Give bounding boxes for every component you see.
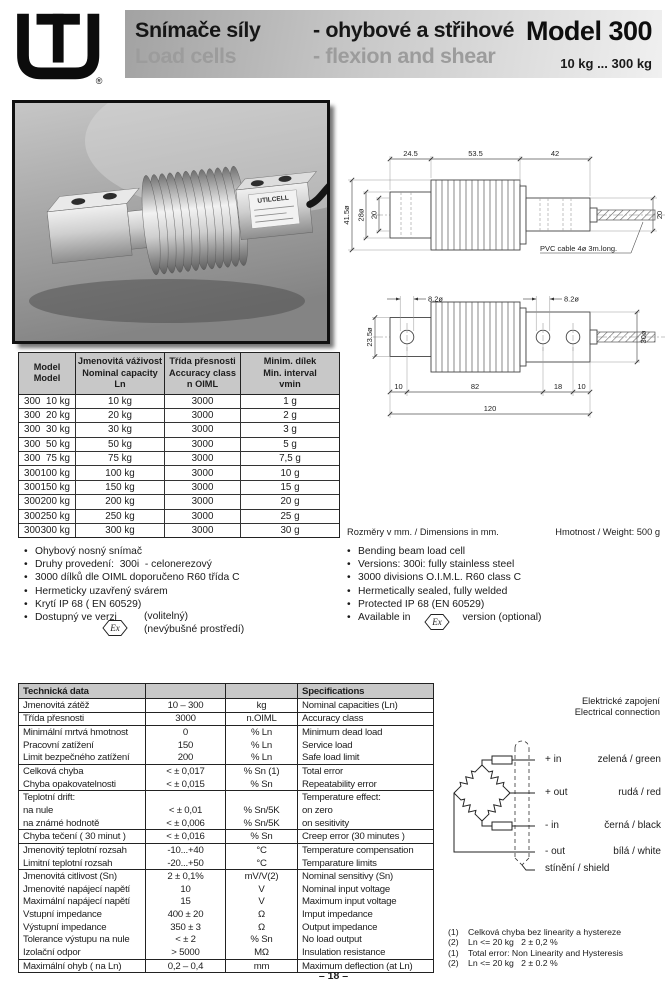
table-row — [19, 752, 433, 766]
spec-label-czech: Jmenovitý teplotní rozsah — [19, 844, 146, 857]
spec-value: < ± 0,01 — [146, 804, 226, 817]
capacity-table-header — [19, 353, 339, 395]
table-row — [19, 791, 433, 804]
spec-label-english: Output impedance — [302, 921, 378, 933]
table-row — [19, 437, 339, 451]
title-en-part1: Load cells — [135, 44, 237, 68]
dim-hole-left: 8.2ø — [428, 294, 444, 304]
spec-value: -20...+50 — [146, 857, 226, 870]
spec-label-czech: Vstupní impedance — [19, 908, 146, 921]
ex-version-line-en: • Available in Ex version (optional) — [345, 611, 657, 645]
cell-model: 300 50 kg — [19, 438, 76, 451]
svg-text:Ex: Ex — [110, 623, 120, 634]
spec-unit: % Sn (1) — [226, 765, 298, 778]
spec-value: < ± 0,017 — [146, 765, 226, 778]
spec-unit: °C — [226, 857, 298, 870]
cell-model: 300 150 kg — [19, 481, 76, 494]
spec-label-czech: Minimální mrtvá hmotnost — [19, 726, 146, 739]
spec-value: 400 ± 20 — [146, 908, 226, 921]
table-row — [19, 408, 339, 422]
table-row — [19, 713, 433, 727]
list-item: • 3000 dílků dle OIML doporučeno R60 třída C — [22, 571, 334, 584]
spec-label-czech: Jmenovitá citlivost (Sn) — [19, 870, 146, 883]
cell-interval: 30 g — [280, 525, 300, 537]
footnote-row: (1) Total error: Non Linearity and Hysteresis — [448, 947, 623, 958]
atex-ex-icon — [102, 619, 128, 641]
spec-label-english: Maximum deflection (at Ln) — [302, 960, 413, 972]
spec-value: 3000 — [146, 713, 226, 726]
cell-capacity: 10 kg — [76, 395, 165, 408]
pvc-cable-label: PVC cable 4ø 3m.long. — [540, 244, 618, 253]
cell-model: 300 250 kg — [19, 510, 76, 523]
wire-terminal: + out — [545, 787, 568, 798]
spec-header-czech: Technická data — [19, 684, 146, 698]
spec-value: 10 – 300 — [146, 699, 226, 712]
spec-label-czech: Limitní teplotní rozsah — [19, 857, 146, 870]
ex-notes: (volitelný) (nevýbušné prostředí) — [144, 611, 245, 635]
title-en-part2: - flexion and shear — [313, 44, 496, 68]
list-item: • Bending beam load cell — [345, 545, 657, 558]
header-accuracy-class: Třída přesnosti Accuracy class n OIML — [165, 353, 241, 394]
spec-unit: % Sn/5K — [226, 817, 298, 830]
dim-24-5: 24.5 — [403, 149, 418, 158]
svg-text:Ex: Ex — [432, 617, 443, 628]
features-czech — [22, 545, 334, 645]
spec-value — [146, 791, 226, 804]
spec-value: 350 ± 3 — [146, 921, 226, 934]
spec-unit: Ω — [226, 921, 298, 934]
spec-label-english: Imput impedance — [302, 909, 373, 921]
spec-unit: °C — [226, 844, 298, 857]
title-cs-part2: - ohybové a střihové — [313, 18, 515, 42]
cell-interval: 3 g — [283, 424, 297, 436]
spec-label-czech: Tolerance výstupu na nule — [19, 934, 146, 947]
wheatstone-bridge-diagram — [435, 690, 667, 920]
spec-unit: % Ln — [226, 752, 298, 765]
list-item: • Versions: 300i: fully stainless steel — [345, 558, 657, 571]
cell-capacity: 150 kg — [76, 481, 165, 494]
capacity-table — [18, 352, 340, 538]
ex-version-line-cs: • Dostupný ve verzi Ex (volitelný) (nevýbušné prostředí) — [22, 611, 334, 645]
spec-table-body — [19, 699, 433, 972]
cell-interval: 1 g — [283, 395, 297, 407]
features-english-list — [345, 545, 657, 611]
spec-label-czech: Limit bezpečného zatížení — [19, 752, 146, 765]
side-view — [342, 149, 665, 253]
wire-terminal: + in — [545, 754, 562, 765]
wire-color: černá / black — [604, 820, 661, 831]
cell-model: 300 100 kg — [19, 466, 76, 479]
capacity-range: 10 kg ... 300 kg — [560, 56, 652, 71]
cell-class: 3000 — [165, 466, 241, 479]
table-row — [19, 699, 433, 713]
table-row — [19, 817, 433, 831]
dim-42: 42 — [550, 149, 560, 158]
table-row — [19, 908, 433, 921]
spec-unit: n.OIML — [226, 713, 298, 726]
cell-interval: 20 g — [280, 496, 300, 508]
table-row — [19, 870, 433, 883]
table-row — [19, 765, 433, 778]
top-view — [365, 295, 665, 419]
list-item: • 3000 divisions O.I.M.L. R60 class C — [345, 571, 657, 584]
cell-capacity: 30 kg — [76, 423, 165, 436]
dim-20-left: 20 — [369, 210, 379, 220]
table-row — [19, 422, 339, 436]
capacity-table-body — [19, 395, 339, 538]
cell-interval: 15 g — [280, 482, 300, 494]
cell-model: 300 20 kg — [19, 409, 76, 422]
cell-capacity: 300 kg — [76, 524, 165, 537]
spec-header-english: Specifications — [302, 685, 365, 697]
spec-label-english: Service load — [302, 739, 353, 751]
cell-class: 3000 — [165, 423, 241, 436]
cell-class: 3000 — [165, 409, 241, 422]
wire-label-row — [545, 820, 661, 831]
spec-unit: % Sn — [226, 778, 298, 791]
bridge-resistor — [492, 822, 512, 830]
wire-label-row — [545, 787, 661, 798]
spec-label-english: Safe load limit — [302, 752, 360, 764]
spec-label-english: Nominal input voltage — [302, 883, 391, 895]
list-item: • Hermeticky uzavřený svárem — [22, 585, 334, 598]
cell-model: 300 10 kg — [19, 395, 76, 408]
spec-unit: Ω — [226, 908, 298, 921]
table-row — [19, 934, 433, 947]
table-row — [19, 395, 339, 408]
spec-value: > 5000 — [146, 946, 226, 959]
wire-label-row — [545, 846, 661, 857]
spec-label-english: Total error — [302, 766, 343, 778]
cell-class: 3000 — [165, 495, 241, 508]
spec-unit: % Sn/5K — [226, 804, 298, 817]
product-photo — [12, 100, 330, 344]
cell-model: 300 30 kg — [19, 423, 76, 436]
wire-terminal: - in — [545, 820, 559, 831]
table-row — [19, 778, 433, 792]
spec-label-czech: Maximální napájecí napětí — [19, 896, 146, 909]
title-cs-part1: Snímače síly — [135, 18, 261, 42]
cell-interval: 25 g — [280, 510, 300, 522]
cell-capacity: 20 kg — [76, 409, 165, 422]
spec-label-english: on sesitivity — [302, 817, 349, 829]
dim-30: 30ø — [639, 330, 648, 344]
header-model: Model Model — [19, 353, 76, 394]
cell-class: 3000 — [165, 438, 241, 451]
dim-b3: 18 — [553, 382, 563, 391]
wire-terminal: - out — [545, 846, 566, 857]
cell-model: 300 75 kg — [19, 452, 76, 465]
table-row — [19, 726, 433, 739]
cell-model: 300 200 kg — [19, 495, 76, 508]
spec-label-english: Insulation resistance — [302, 946, 386, 958]
footnote-row: (2) Ln <= 20 kg 2 ± 0.2 % — [448, 958, 558, 969]
cell-class: 3000 — [165, 524, 241, 537]
model-name: Model 300 — [525, 16, 652, 46]
spec-label-czech: Izolační odpor — [19, 946, 146, 959]
dim-total-120: 120 — [483, 404, 497, 413]
table-row — [19, 946, 433, 960]
table-row — [19, 523, 339, 537]
spec-value: 150 — [146, 739, 226, 752]
spec-label-english: Temperature effect: — [302, 792, 381, 804]
spec-value: < ± 0,015 — [146, 778, 226, 791]
table-row — [19, 857, 433, 871]
spec-unit: mV/V(2) — [226, 870, 298, 883]
cell-capacity: 100 kg — [76, 466, 165, 479]
spec-value: 200 — [146, 752, 226, 765]
spec-label-czech: Výstupní impedance — [19, 921, 146, 934]
dimension-drawings — [335, 130, 667, 435]
wire-color: bílá / white — [613, 846, 661, 857]
bridge-resistor — [492, 756, 512, 764]
dim-hole-right: 8.2ø — [564, 294, 580, 304]
cell-model: 300 300 kg — [19, 524, 76, 537]
cell-interval: 7,5 g — [279, 453, 301, 465]
spec-label-czech: Jmenovitá zátěž — [19, 699, 146, 712]
spec-label-english: No load output — [302, 934, 362, 946]
table-row — [19, 804, 433, 817]
spec-label-czech: Celková chyba — [19, 765, 146, 778]
list-item: • Protected IP 68 (EN 60529) — [345, 598, 657, 611]
cell-capacity: 250 kg — [76, 510, 165, 523]
cell-class: 3000 — [165, 510, 241, 523]
page-number: – 18 – — [318, 970, 349, 982]
table-row — [19, 465, 339, 479]
dim-28: 28ø — [356, 208, 366, 222]
spec-label-czech: Jmenovité napájecí napětí — [19, 883, 146, 896]
list-item: • Hermetically sealed, fully welded — [345, 585, 657, 598]
spec-label-english: Temperature compensation — [302, 844, 414, 856]
footnote-row: (1) Celková chyba bez linearity a hystereze — [448, 927, 622, 937]
dimensions-note: Rozměry v mm. / Dimensions in mm. — [347, 527, 499, 537]
list-item: • Ohybový nosný snímač — [22, 545, 334, 558]
spec-label-english: on zero — [302, 804, 333, 816]
utilcell-logo — [13, 12, 107, 91]
spec-label-english: Minimum dead load — [302, 727, 383, 739]
spec-unit: % Ln — [226, 726, 298, 739]
table-row — [19, 494, 339, 508]
table-row — [19, 739, 433, 752]
table-row — [19, 896, 433, 909]
photo-brand-label: UTILCELL — [257, 194, 290, 205]
table-row — [19, 830, 433, 844]
features-czech-list — [22, 545, 334, 611]
spec-label-english: Accuracy class — [302, 713, 364, 725]
spec-value: < ± 0,006 — [146, 817, 226, 830]
spec-label-english: Creep error (30 minutes ) — [302, 831, 405, 843]
wire-color: zelená / green — [597, 754, 661, 765]
spec-label-english: Nominal sensitivy (Sn) — [302, 871, 394, 883]
table-row — [19, 480, 339, 494]
cell-interval: 5 g — [283, 438, 297, 450]
table-row — [19, 509, 339, 523]
spec-label-english: Nominal capacities (Ln) — [302, 699, 398, 711]
cell-class: 3000 — [165, 481, 241, 494]
spec-table-header — [19, 684, 433, 699]
dim-23-5: 23.5ø — [365, 327, 374, 347]
cell-class: 3000 — [165, 452, 241, 465]
spec-label-czech: Chyba opakovatelnosti — [19, 778, 146, 791]
footnote-row: (2) Ln <= 20 kg 2 ± 0,2 % — [448, 937, 558, 948]
spec-value: 0,2 – 0,4 — [146, 960, 226, 973]
cell-interval: 10 g — [280, 467, 300, 479]
table-row — [19, 451, 339, 465]
dim-53-5: 53.5 — [468, 149, 483, 158]
spec-value: 0 — [146, 726, 226, 739]
spec-value: 10 — [146, 883, 226, 896]
dim-20-right: 20 — [655, 210, 664, 220]
spec-value: 15 — [146, 896, 226, 909]
cell-interval: 2 g — [283, 410, 297, 422]
load-cell-photo-illustration — [15, 103, 327, 341]
spec-value: -10...+40 — [146, 844, 226, 857]
cell-capacity: 75 kg — [76, 452, 165, 465]
spec-unit: % Sn — [226, 934, 298, 947]
spec-label-czech: Maximální ohyb ( na Ln) — [19, 960, 146, 973]
spec-unit: mm — [226, 960, 298, 973]
spec-unit: MΩ — [226, 946, 298, 959]
dimension-drawing-svg — [335, 130, 667, 430]
weight-note: Hmotnost / Weight: 500 g — [555, 527, 660, 537]
list-item: • Krytí IP 68 ( EN 60529) — [22, 598, 334, 611]
electrical-connection-title: Elektrické zapojení Electrical connection — [574, 696, 660, 717]
registered-mark: ® — [95, 76, 103, 86]
spec-unit: V — [226, 883, 298, 896]
spec-unit: % Ln — [226, 739, 298, 752]
spec-value: < ± 0,016 — [146, 830, 226, 843]
spec-label-czech: na nule — [19, 804, 146, 817]
header-nominal-capacity: Jmenovitá váživost Nominal capacity Ln — [76, 353, 165, 394]
spec-unit: kg — [226, 699, 298, 712]
shield-label: stínění / shield — [545, 863, 610, 874]
features-english — [345, 545, 657, 645]
spec-label-czech: Teplotní drift: — [19, 791, 146, 804]
wire-label-row — [545, 754, 661, 765]
spec-unit: V — [226, 896, 298, 909]
header-min-interval: Minim. dílek Min. interval vmin — [263, 356, 317, 389]
footnotes — [448, 927, 623, 969]
utilcell-logo-icon — [13, 12, 107, 86]
spec-value: < ± 2 — [146, 934, 226, 947]
cell-class: 3000 — [165, 395, 241, 408]
dim-41-5: 41.5ø — [342, 205, 351, 225]
atex-ex-icon — [424, 613, 450, 635]
dim-b4: 10 — [577, 382, 586, 391]
header — [125, 10, 662, 78]
wire-color: rudá / red — [618, 787, 661, 798]
cell-capacity: 200 kg — [76, 495, 165, 508]
spec-label-english: Maximum input voltage — [302, 896, 397, 908]
cell-capacity: 50 kg — [76, 438, 165, 451]
spec-label-czech: Třída přesnosti — [19, 713, 146, 726]
spec-label-czech: na známé hodnotě — [19, 817, 146, 830]
spec-label-english: Repeatability error — [302, 778, 377, 790]
specifications-table — [18, 683, 434, 973]
dim-b2: 82 — [470, 382, 480, 391]
spec-label-english: Temparature limits — [302, 857, 377, 869]
spec-unit: % Sn — [226, 830, 298, 843]
table-row — [19, 883, 433, 896]
table-row — [19, 921, 433, 934]
spec-label-czech: Chyba tečení ( 30 minut ) — [19, 830, 146, 843]
spec-unit — [226, 791, 298, 804]
spec-value: 2 ± 0,1% — [146, 870, 226, 883]
table-row — [19, 844, 433, 857]
list-item: • Druhy provedení: 300i - celonerezový — [22, 558, 334, 571]
spec-label-czech: Pracovní zatížení — [19, 739, 146, 752]
dim-b1: 10 — [394, 382, 403, 391]
cable-hatch-side — [597, 210, 655, 220]
